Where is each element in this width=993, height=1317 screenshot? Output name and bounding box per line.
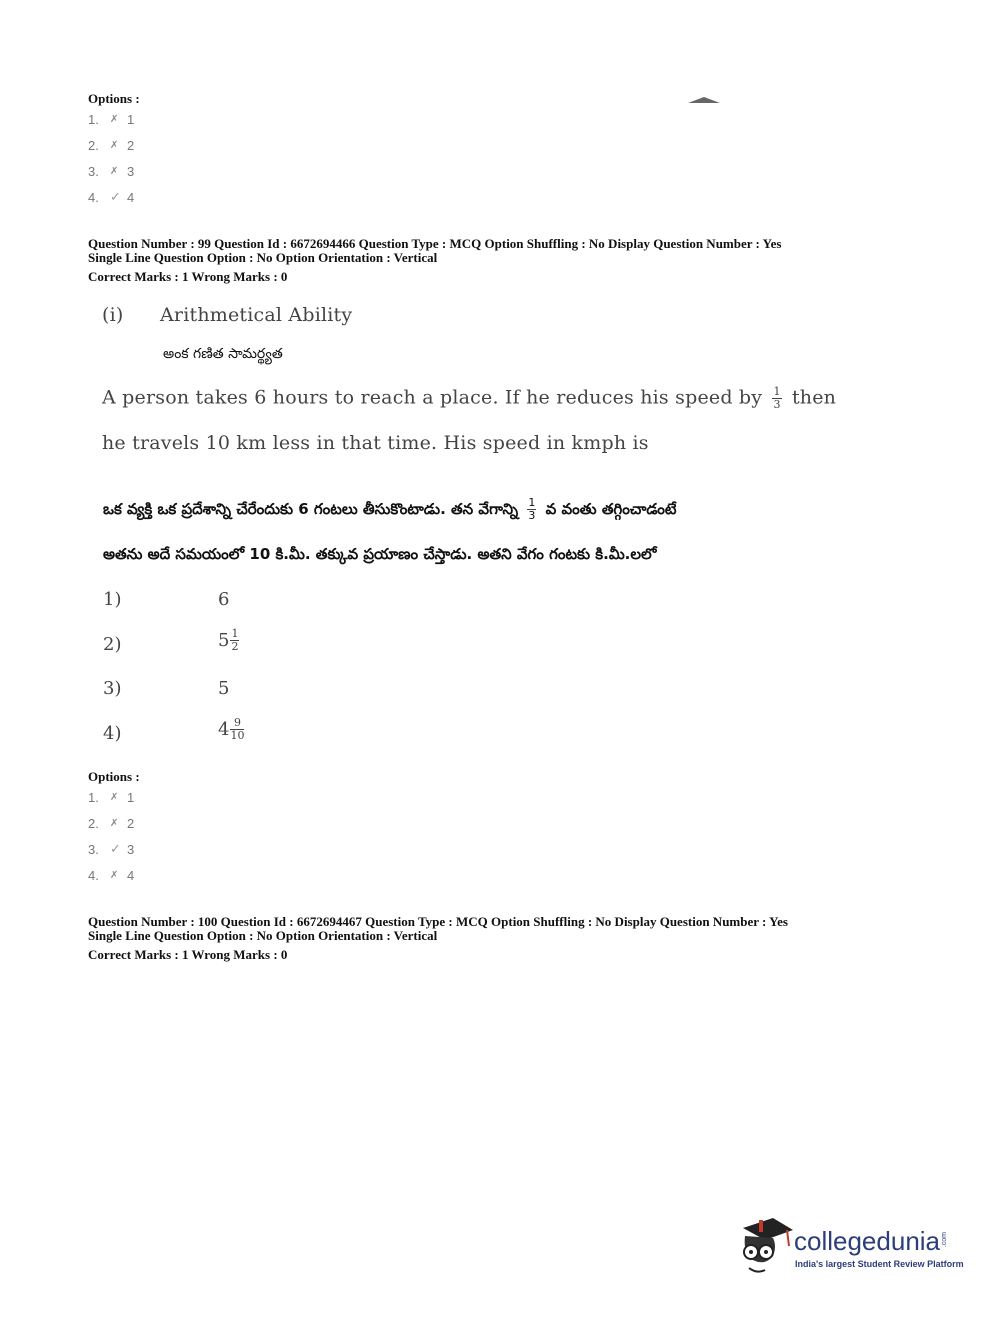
fraction-denominator: 10: [230, 729, 245, 742]
question-text-line2: he travels 10 km less in that time. His speed in kmph is: [102, 432, 649, 454]
fraction-numerator: 1: [231, 627, 239, 640]
choice-label: 1): [103, 589, 122, 610]
choice-label: 4): [103, 723, 122, 744]
choice-label: 3): [103, 678, 122, 699]
option-number: 3.: [88, 163, 99, 179]
options-list-top: [88, 110, 134, 206]
section-title-telugu: అంక గణిత సామర్థ్యత: [163, 346, 283, 362]
question-meta-100: [88, 915, 788, 962]
meta-line: Question Number : 99 Question Id : 6672694466 Question Type : MCQ Option Shuffling : No Display Question Number : Yes: [88, 236, 782, 251]
scroll-top-icon[interactable]: [688, 97, 720, 103]
option-item: [88, 814, 134, 832]
choice-value: 6: [218, 589, 230, 610]
fraction: [230, 717, 244, 742]
options-label: Options :: [88, 769, 140, 784]
cross-icon: ✗: [110, 869, 119, 881]
logo-brand: collegedunia: [794, 1226, 941, 1256]
option-value: 2: [127, 137, 135, 153]
option-value: 1: [127, 111, 135, 127]
fraction: [772, 386, 781, 411]
options-label: Options :: [88, 91, 140, 106]
question-telugu-line2: అతను అదే సమయంలో 10 కి.మీ. తక్కువ ప్రయాణం చేస్తాడు. అతని వేగం గంటకు కి.మీ.లలో: [103, 545, 657, 563]
meta-line: Question Number : 100 Question Id : 6672694467 Question Type : MCQ Option Shuffling : No Display Question Number : Yes: [88, 914, 788, 929]
question-text: A person takes 6 hours to reach a place. If he reduces his speed by: [102, 386, 763, 409]
fraction-denominator: 3: [773, 398, 781, 411]
collegedunia-logo-icon: [735, 1210, 795, 1280]
question-telugu-line1: [103, 497, 676, 522]
option-item: [88, 866, 134, 884]
choice-value: 5: [218, 678, 230, 699]
option-number: 4.: [88, 189, 99, 205]
option-item: [88, 188, 134, 206]
fraction: [230, 628, 239, 653]
question-telugu-text: వ వంతు తగ్గించాడంటే: [545, 500, 677, 518]
option-number: 1.: [88, 789, 99, 805]
option-value: 4: [127, 189, 135, 205]
option-item: [88, 788, 134, 806]
meta-line: Single Line Question Option : No Option Orientation : Vertical: [88, 250, 438, 265]
fraction-denominator: 3: [528, 509, 536, 522]
option-item: [88, 136, 134, 154]
section-title: Arithmetical Ability: [160, 304, 353, 326]
mixed-whole: 5: [218, 630, 230, 651]
option-number: 3.: [88, 841, 99, 857]
mixed-whole: 4: [218, 719, 230, 740]
option-item: [88, 840, 134, 858]
options-list-99: [88, 788, 134, 884]
option-value: 4: [127, 867, 135, 883]
cross-icon: ✗: [110, 165, 119, 177]
choice-label: 2): [103, 634, 122, 655]
meta-line: Correct Marks : 1 Wrong Marks : 0: [88, 947, 288, 962]
check-icon: ✓: [110, 841, 121, 856]
option-value: 2: [127, 815, 135, 831]
option-item: [88, 162, 134, 180]
option-item: [88, 110, 134, 128]
cross-icon: ✗: [110, 139, 119, 151]
section-number: (i): [102, 304, 124, 326]
option-number: 1.: [88, 111, 99, 127]
question-meta-99: [88, 237, 781, 284]
check-icon: ✓: [110, 189, 121, 204]
logo-tagline: India's largest Student Review Platform: [795, 1259, 964, 1269]
question-telugu-text: ఒక వ్యక్తి ఒక ప్రదేశాన్ని చేరేందుకు 6 గంటలు తీసుకొంటాడు. తన వేగాన్ని: [103, 500, 519, 518]
option-number: 4.: [88, 867, 99, 883]
option-value: 3: [127, 163, 135, 179]
fraction-denominator: 2: [231, 640, 239, 653]
fraction-numerator: 1: [528, 496, 536, 509]
option-number: 2.: [88, 137, 99, 153]
option-value: 3: [127, 841, 135, 857]
meta-line: Single Line Question Option : No Option Orientation : Vertical: [88, 928, 438, 943]
option-value: 1: [127, 789, 135, 805]
meta-line: Correct Marks : 1 Wrong Marks : 0: [88, 269, 288, 284]
fraction-numerator: 1: [773, 385, 781, 398]
cross-icon: ✗: [110, 817, 119, 829]
cross-icon: ✗: [110, 113, 119, 125]
choice-value: [218, 717, 244, 742]
fraction-numerator: 9: [230, 717, 244, 730]
question-text: then: [791, 386, 837, 409]
question-text-line1: [102, 386, 836, 411]
fraction: [527, 497, 536, 522]
cross-icon: ✗: [110, 791, 119, 803]
option-number: 2.: [88, 815, 99, 831]
collegedunia-logo: [794, 1226, 948, 1257]
logo-suffix: .com: [941, 1232, 949, 1248]
choice-value: [218, 628, 239, 653]
